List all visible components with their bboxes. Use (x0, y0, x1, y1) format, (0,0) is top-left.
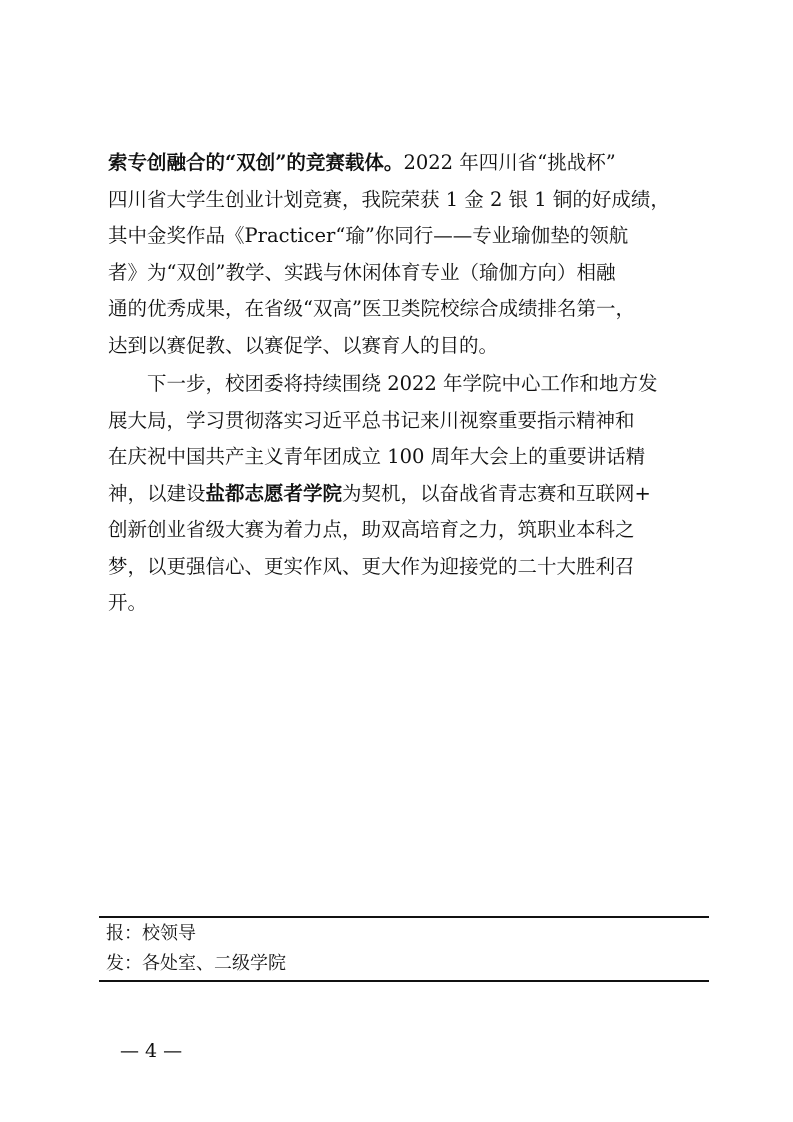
text-line: 达到以赛促教、以赛促学、以赛育人的目的。 (108, 333, 499, 357)
text-line: 四川省大学生创业计划竞赛，我院荣获 1 金 2 银 1 铜的好成绩， (108, 187, 670, 211)
paragraph-next-steps (108, 366, 698, 622)
text-line: 展大局，学习贯彻落实习近平总书记来川视察重要指示精神和 (108, 408, 635, 432)
line-text: 为契机，以奋战省青志赛和互联网+ (342, 481, 651, 505)
text-line (108, 476, 698, 513)
text-line (108, 145, 698, 182)
line-text: 神，以建设 (108, 481, 206, 505)
distribution-bottom-rule (99, 980, 709, 982)
bold-lead-sentence: 索专创融合的“双创”的竞赛载体。 (108, 151, 404, 174)
text-line: 创新创业省级大赛为着力点，助双高培育之力，筑职业本科之 (108, 518, 635, 541)
text-line: 通的优秀成果，在省级“双高”医卫类院校综合成绩排名第一， (108, 297, 635, 320)
text-line: 开。 (108, 591, 148, 614)
page-number: — 4 — (120, 1040, 183, 1062)
line-text: 2022 年四川省“挑战杯” (403, 151, 616, 174)
text-line: 其中金奖作品《Practicer“瑜”你同行——专业瑜伽垫的领航 (108, 224, 629, 247)
text-line: 者》为“双创”教学、实践与休闲体育专业（瑜伽方向）相融 (108, 260, 616, 284)
text-line: 在庆祝中国共产主义青年团成立 100 周年大会上的重要讲话精 (108, 445, 646, 468)
send-to-line: 发：各处室、二级学院 (106, 953, 286, 974)
text-line: 梦，以更强信心、更实作风、更大作为迎接党的二十大胜利召 (108, 554, 635, 578)
paragraph-competition-results (108, 145, 698, 364)
report-to-line: 报：校领导 (106, 923, 196, 944)
distribution-top-rule (99, 916, 709, 918)
text-line: 下一步，校团委将持续围绕 2022 年学院中心工作和地方发 (147, 372, 658, 395)
bold-college-name: 盐都志愿者学院 (205, 481, 343, 505)
